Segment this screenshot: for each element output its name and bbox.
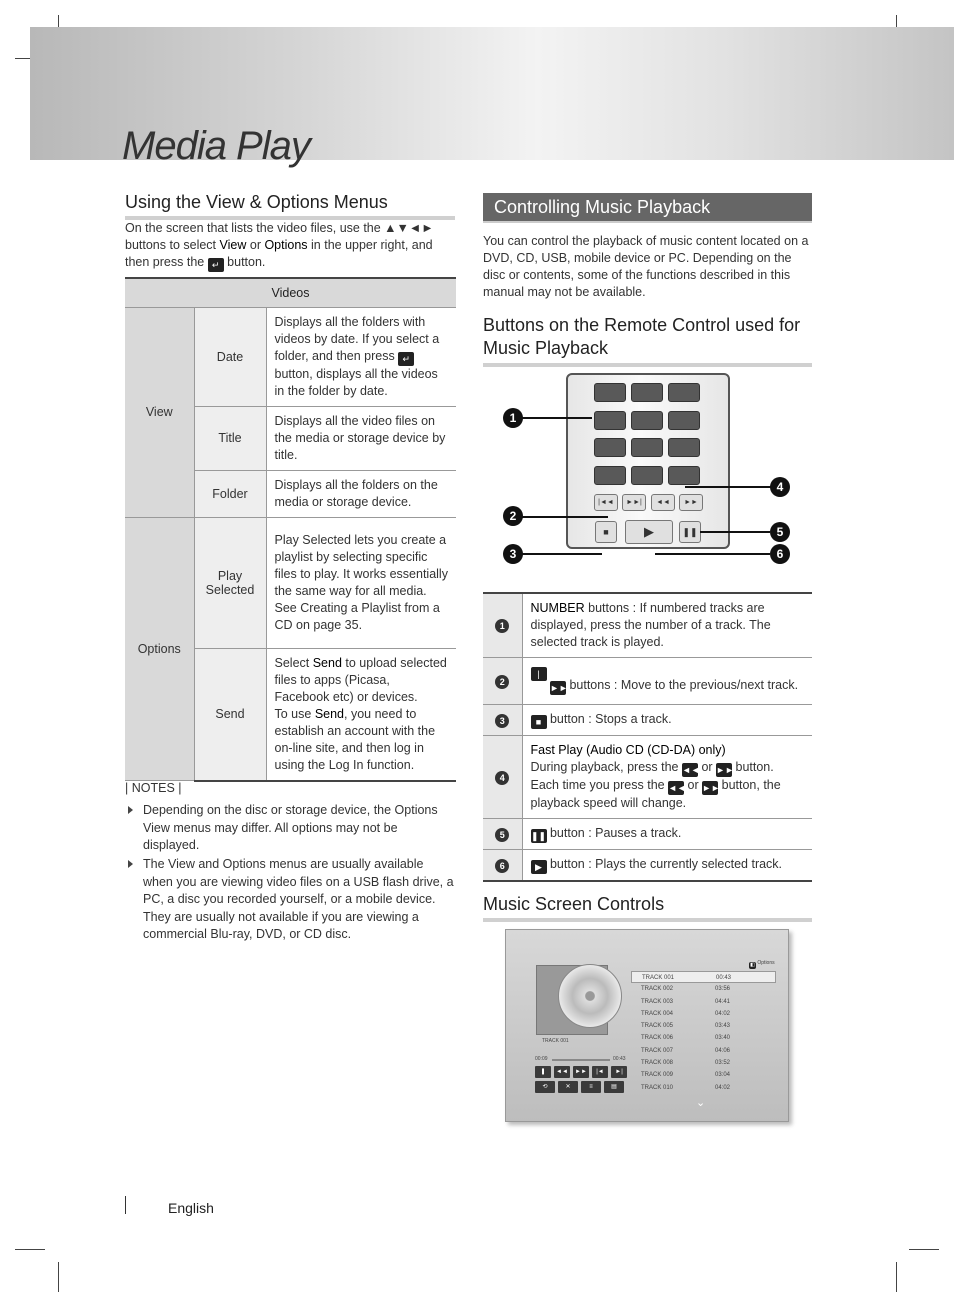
pause-control[interactable]: ❚ [535, 1066, 551, 1078]
number-key [668, 438, 700, 457]
table-desc-send: Select Send to upload selected files to apps (Picasa, Facebook etc) or devices. To use Send, you need to establish an account with the on-line site, and then log in using the Log In function. [266, 648, 456, 781]
table-sub-title: Title [194, 406, 266, 470]
table-desc-title: Displays all the video files on the media or storage device by title. [266, 406, 456, 470]
button-desc-fast-play: Fast Play (Audio CD (CD-DA) only) During playback, press the ◄◄ or ►► button. Each time you press the ◄◄ or ►► button, the playback speed will change. [522, 736, 812, 819]
callout-line [685, 486, 771, 488]
footer-divider [125, 1196, 126, 1214]
view-options-intro: On the screen that lists the video files, use the ▲▼◄► buttons to select View or Options in the upper right, and then press the ↵ button. [125, 221, 434, 270]
callout-2: 2 [503, 506, 523, 526]
options-label: ◧ Options [750, 960, 775, 968]
note-item: Depending on the disc or storage device, the Options View menus may differ. All options may not be displayed. [125, 802, 456, 855]
number-key [668, 411, 700, 430]
rewind-key: ◄◄ [651, 494, 675, 511]
button-desc-number: NUMBER buttons : If numbered tracks are displayed, press the number of a track. The selected track is played. [522, 593, 812, 658]
row-number-badge: 6 [495, 859, 509, 873]
callout-line [522, 417, 592, 419]
enter-icon: ↵ [398, 352, 414, 366]
bullet-triangle-icon [128, 860, 133, 868]
track-row[interactable]: TRACK 007 04:06 [641, 1047, 731, 1054]
section-heading-music-screen: Music Screen Controls [483, 894, 812, 922]
videos-options-table [125, 277, 456, 782]
track-row[interactable]: TRACK 005 03:43 [641, 1023, 731, 1030]
callout-1: 1 [503, 408, 523, 428]
table-sub-date: Date [194, 307, 266, 406]
fast-forward-control[interactable]: ►► [573, 1066, 589, 1078]
rewind-control[interactable]: ◄◄ [554, 1066, 570, 1078]
chevron-down-icon[interactable]: ⌄ [696, 1097, 706, 1109]
number-key [668, 383, 700, 402]
track-row[interactable]: TRACK 001 00:43 [631, 971, 776, 983]
stop-icon: ■ [531, 715, 547, 729]
number-key [594, 383, 626, 402]
table-group-options: Options [125, 517, 194, 781]
track-row[interactable]: TRACK 008 03:52 [641, 1060, 731, 1067]
callout-6: 6 [770, 544, 790, 564]
button-desc-stop: ■ button : Stops a track. [522, 705, 812, 736]
total-time: 00:43 [613, 1056, 626, 1062]
rewind-icon: ◄◄ [668, 783, 686, 793]
bullet-triangle-icon [128, 806, 133, 814]
callout-line [522, 553, 602, 555]
callout-line [522, 516, 608, 518]
crop-mark [896, 1262, 897, 1292]
fast-forward-icon: ►► [702, 783, 720, 793]
callout-line [700, 531, 770, 533]
play-icon: ▶ [531, 860, 547, 874]
skip-previous-control[interactable]: |◄ [592, 1066, 608, 1078]
options-icon: ◧ [750, 962, 755, 968]
skip-previous-icon: |◄◄ [530, 669, 549, 693]
track-row[interactable]: TRACK 009 03:04 [641, 1072, 731, 1079]
pause-icon: ❚❚ [530, 831, 547, 841]
section-band-music-playback: Controlling Music Playback [483, 193, 812, 223]
cd-disc-icon [558, 964, 622, 1028]
button-desc-skip: |◄◄ ►►| buttons : Move to the previous/next track. [522, 658, 812, 705]
footer-language: English [168, 1200, 214, 1216]
note-item: The View and Options menus are usually available when you are viewing video files on a USB flash drive, a PC, a disc you recorded yourself, or a mobile device. They are usually not available if you are viewing a commercial Blu-ray, DVD, or CD disc. [125, 856, 456, 944]
section-heading-remote: Buttons on the Remote Control used for Music Playback [483, 314, 812, 367]
table-group-view: View [125, 307, 194, 517]
table-desc-folder: Displays all the folders on the media or storage device. [266, 470, 456, 517]
track-row[interactable]: TRACK 003 04:41 [641, 998, 731, 1005]
callout-3: 3 [503, 544, 523, 564]
table-sub-send: Send [194, 648, 266, 781]
play-key: ▶ [625, 520, 673, 544]
fast-forward-icon: ►► [716, 765, 734, 775]
number-key [594, 466, 626, 485]
table-sub-play-selected: Play Selected [194, 517, 266, 648]
table-sub-folder: Folder [194, 470, 266, 517]
music-playback-intro: You can control the playback of music content located on a DVD, CD, USB, mobile device or PC. Depending on the disc or contents, some of the functions described in this manual may not be available. [483, 234, 809, 299]
row-number-badge: 3 [495, 714, 509, 728]
number-key [631, 438, 663, 457]
next-track-key: ►►| [622, 494, 646, 511]
section-heading-view-options: Using the View & Options Menus [125, 192, 455, 220]
row-number-badge: 1 [495, 619, 509, 633]
crop-mark [15, 1249, 45, 1250]
skip-next-control[interactable]: ►| [611, 1066, 627, 1078]
track-list [631, 971, 776, 1094]
row-number-badge: 2 [495, 675, 509, 689]
track-row[interactable]: TRACK 010 04:02 [641, 1084, 731, 1091]
shuffle-control[interactable]: ✕ [558, 1081, 578, 1093]
track-row[interactable]: TRACK 004 04:02 [641, 1010, 731, 1017]
row-number-badge: 4 [495, 771, 509, 785]
track-row[interactable]: TRACK 006 03:40 [641, 1035, 731, 1042]
prev-track-key: |◄◄ [594, 494, 618, 511]
crop-mark [58, 1262, 59, 1292]
row-number-badge: 5 [495, 828, 509, 842]
button-desc-pause: ❚❚ button : Pauses a track. [522, 819, 812, 850]
page-title: Media Play [122, 124, 310, 168]
button-desc-play: ▶ button : Plays the currently selected track. [522, 850, 812, 882]
playlist-control[interactable]: ▤ [604, 1081, 624, 1093]
number-key [668, 466, 700, 485]
number-key [631, 383, 663, 402]
music-screen-illustration [505, 929, 789, 1122]
number-key [594, 438, 626, 457]
notes-heading: | NOTES | [125, 781, 182, 795]
number-key [631, 466, 663, 485]
track-row[interactable]: TRACK 002 03:56 [641, 986, 731, 993]
remote-control-illustration [566, 373, 730, 549]
number-key [631, 411, 663, 430]
callout-line [655, 553, 770, 555]
table-desc-date: Displays all the folders with videos by date. If you select a folder, and then press ↵ button, displays all the videos in the folder by date. [266, 307, 456, 406]
number-key [594, 411, 626, 430]
elapsed-time: 00:09 [535, 1056, 548, 1062]
stop-key: ■ [595, 521, 617, 543]
progress-bar [552, 1059, 610, 1061]
table-desc-play-selected: Play Selected lets you create a playlist by selecting specific files to play. It works essentially the same way for all media. See Creating a Playlist from a CD on page 35. [266, 517, 456, 648]
repeat-control[interactable]: ⟲ [535, 1081, 555, 1093]
now-playing-track: TRACK 001 [542, 1038, 569, 1044]
skip-next-icon: ►►| [549, 683, 571, 693]
rewind-icon: ◄◄ [681, 765, 700, 775]
fast-forward-key: ►► [679, 494, 703, 511]
equalizer-control[interactable]: ≡ [581, 1081, 601, 1093]
remote-buttons-table [483, 592, 812, 882]
callout-4: 4 [770, 477, 790, 497]
enter-icon: ↵ [208, 258, 224, 272]
crop-mark [909, 1249, 939, 1250]
pause-key: ❚❚ [679, 521, 701, 543]
callout-5: 5 [770, 522, 790, 542]
table-header: Videos [125, 278, 456, 307]
